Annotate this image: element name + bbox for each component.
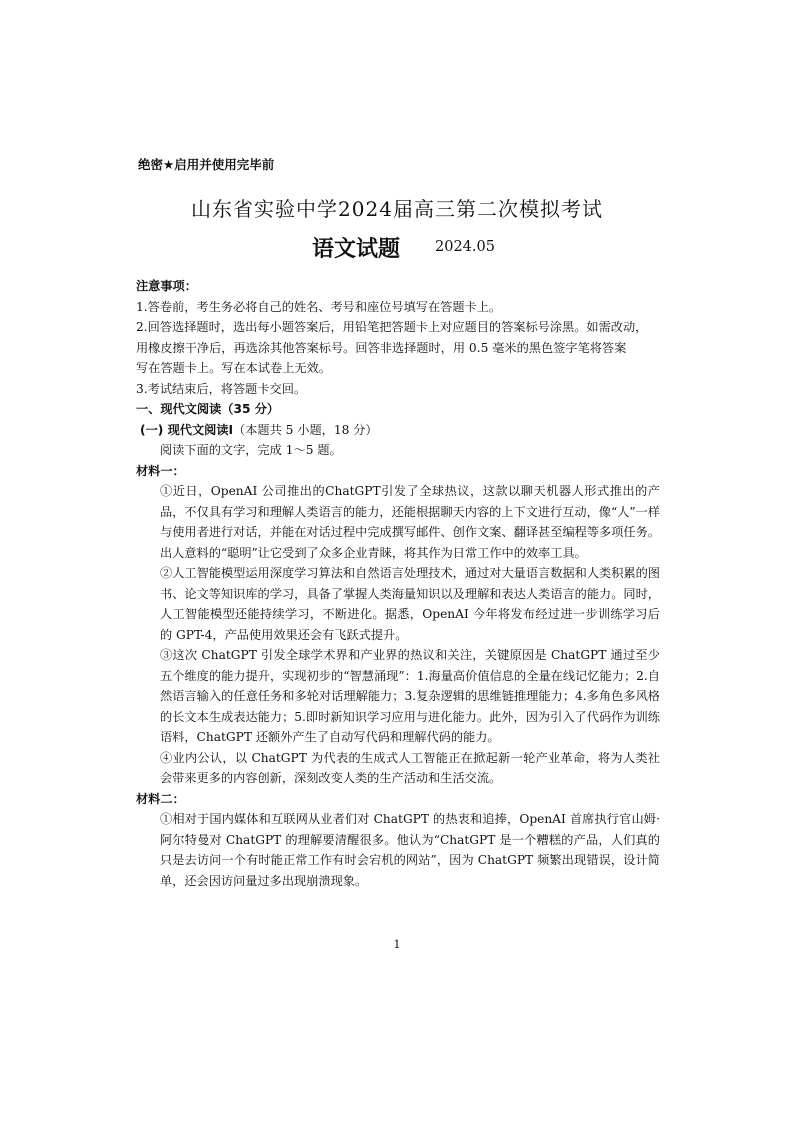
exam-date: 2024.05 [435, 239, 495, 255]
material-1-paragraph-1: ①近日，OpenAI 公司推出的ChatGPT引发了全球热议，这款以聊天机器人形式推出的产品，不仅具有学习和理解人类语言的能力，还能根据聊天内容的上下文进行互动，像“人”一样与使用者进行对话，并能在对话过程中完成撰写邮件、创作文案、翻译甚至编程等多项任务。出人意料的“聪明”让它受到了众多企业青睐，将其作为日常工作中的效率工具。 [160, 484, 660, 560]
notice-item-3: 3.考试结束后，将答题卡交回。 [136, 381, 307, 396]
material-2-paragraph-1: ①相对于国内媒体和互联网从业者们对 ChatGPT 的热衷和追捧，OpenAI 首席执行官山姆·阿尔特曼对 ChatGPT 的理解要清醒很多。他认为“ChatGPT 是一个糟糕的产品，人们真的只是去访问一个有时能正常工作有时会宕机的网站”，因为 ChatGPT 频繁出现错误，设计简单，还会因访问量过多出现崩溃现象。 [160, 812, 660, 888]
notice-item-2a: 2.回答选择题时，选出每小题答案后，用铅笔把答题卡上对应题目的答案标号涂黑。如需改动， [136, 320, 648, 334]
notice-item-2b: 用橡皮擦干净后，再选涂其他答案标号。回答非选择题时，用 0.5 毫米的黑色签字笔将答案 [136, 340, 627, 355]
confidential-label: 绝密★启用并使用完毕前 [138, 157, 275, 172]
exam-title: 山东省实验中学2024届高三第二次模拟考试 [191, 197, 603, 221]
sub-section-note: （本题共 5 小题，18 分） [233, 422, 378, 437]
subject-title: 语文试题 [312, 237, 401, 262]
reading-instruction: 阅读下面的文字，完成 1～5 题。 [160, 443, 342, 457]
sub-section-heading [136, 420, 660, 441]
page-number: 1 [393, 938, 401, 951]
material-1-paragraph-4: ④业内公认，以 ChatGPT 为代表的生成式人工智能正在掀起新一轮产业革命，将为人类社会带来更多的内容创新，深刻改变人类的生产活动和生活交流。 [160, 750, 660, 785]
section-1 [136, 399, 660, 891]
sub-section-title: (一) 现代文阅读Ⅰ [140, 422, 234, 437]
material-1-heading: 材料一： [136, 463, 185, 478]
notice-heading: 注意事项： [136, 279, 197, 293]
material-1-paragraph-2: ②人工智能模型运用深度学习算法和自然语言处理技术，通过对大量语言数据和人类积累的图书、论文等知识库的学习，具备了掌握人类海量知识以及理解和表达人类语言的能力。同时，人工智能模型还能持续学习，不断进化。据悉，OpenAI 今年将发布经过进一步训练学习后的 GPT-4，产品使用效果还会有飞跃式提升。 [160, 566, 660, 642]
material-1-paragraph-3: ③这次 ChatGPT 引发全球学术界和产业界的热议和关注，关键原因是 ChatGPT 通过至少五个维度的能力提升，实现初步的“智慧涌现”：1.海量高价值信息的全量在线记忆能力；2.自然语言输入的任意任务和多轮对话理解能力；3.复杂逻辑的思维链推理能力；4.多角色多风格的长文本生成表达能力；5.即时新知识学习应用与进化能力。此外，因为引入了代码作为训练语料，ChatGPT 还额外产生了自动写代码和理解代码的能力。 [160, 648, 660, 744]
notice-section [136, 276, 660, 399]
notice-item-1: 1.答卷前，考生务必将自己的姓名、考号和座位号填写在答题卡上。 [136, 299, 502, 314]
notice-item-2c: 写在答题卡上。写在本试卷上无效。 [136, 361, 331, 375]
section-heading: 一、现代文阅读（35 分） [136, 402, 280, 416]
material-2-heading: 材料二： [136, 791, 185, 806]
